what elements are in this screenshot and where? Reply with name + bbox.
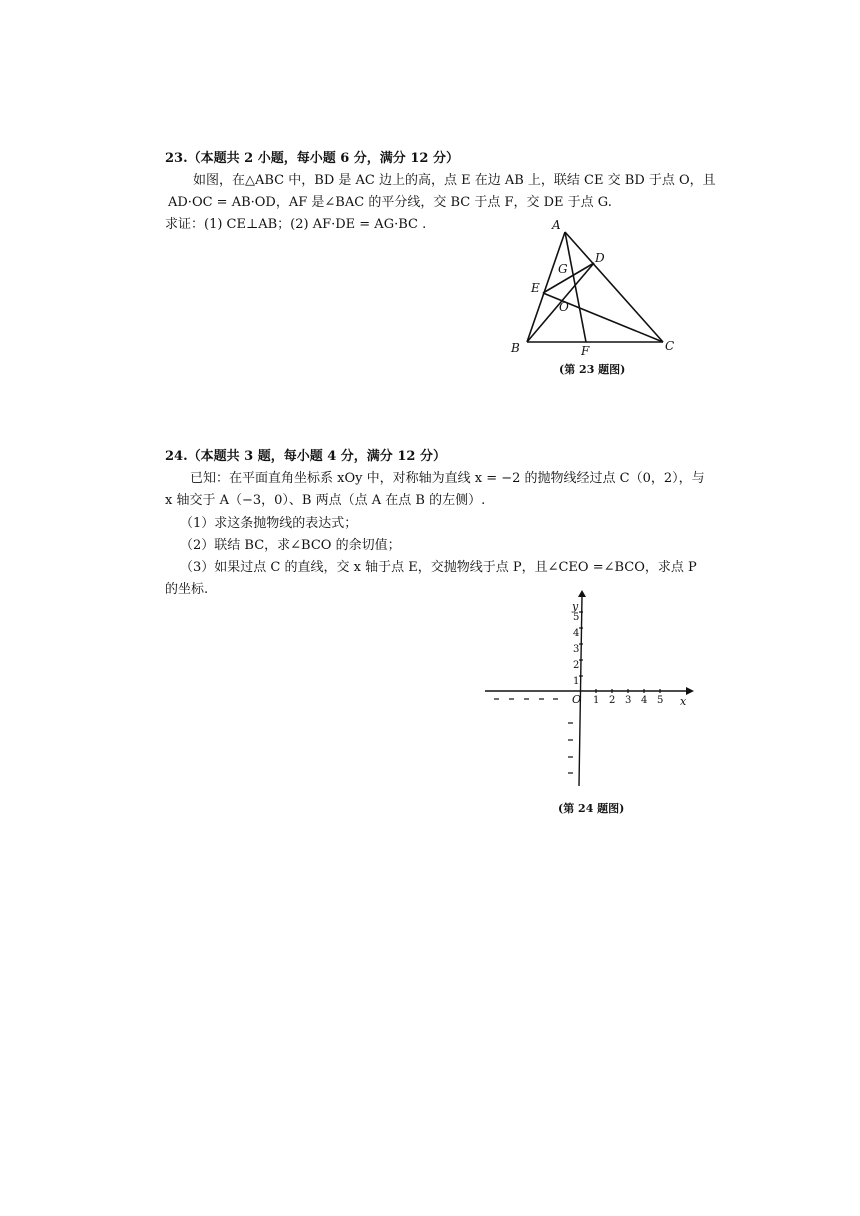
x-tick-label: 4 [641,695,648,706]
segment-af [565,232,586,342]
y-axis-label: y [572,600,579,613]
q24-part3-line2: 的坐标. [165,582,209,597]
x-tick-label: 2 [609,695,616,706]
x-tick-label: 1 [593,695,600,706]
origin-label: O [572,693,582,706]
q23-figure-caption: (第 23 题图) [559,363,626,376]
label-f: F [581,344,590,358]
x-axis-label: x [680,695,687,708]
label-d: D [595,251,605,265]
y-tick-label: 4 [573,628,580,639]
label-g: G [558,262,568,276]
q24-text-line1: 已知：在平面直角坐标系 xOy 中，对称轴为直线 x = −2 的抛物线经过点 C（0，2），与 [190,471,705,486]
q24-part1: （1）求这条抛物线的表达式； [180,516,358,531]
label-e: E [531,281,540,295]
label-c: C [665,339,675,353]
q23-text-line2: AD·OC = AB·OD，AF 是∠BAC 的平分线，交 BC 于点 F，交 DE 于点 G. [168,195,612,210]
q24-part3-line1: （3）如果过点 C 的直线，交 x 轴于点 E，交抛物线于点 P，且∠CEO =∠BCO，求点 P [180,560,697,575]
segment-de [543,263,594,293]
y-axis-arrow [578,590,586,597]
x-tick-label: 5 [657,695,664,706]
y-tick-label: 1 [573,676,580,687]
q24-coordinate-figure [480,590,700,790]
q23-heading: 23.（本题共 2 小题，每小题 6 分，满分 12 分） [165,151,459,166]
q24-heading: 24.（本题共 3 题，每小题 4 分，满分 12 分） [165,449,446,464]
label-o: O [559,300,569,314]
x-axis-arrow [686,687,694,695]
x-tick-label: 3 [625,695,632,706]
label-b: B [511,341,520,355]
y-tick-label: 2 [573,660,580,671]
q24-part2: （2）联结 BC，求∠BCO 的余切值； [180,538,401,553]
q24-text-line2: x 轴交于 A（−3，0）、B 两点（点 A 在点 B 的左侧）. [165,493,486,508]
q24-figure-caption: (第 24 题图) [558,802,625,815]
y-tick-label: 3 [573,644,580,655]
q23-text-line1: 如图，在△ABC 中，BD 是 AC 边上的高，点 E 在边 AB 上，联结 CE 交 BD 于点 O，且 [193,173,716,188]
q23-triangle-figure [500,215,700,365]
segment-ac [565,232,663,342]
y-tick-label: 5 [573,612,580,623]
label-a: A [552,218,561,232]
q23-text-line3: 求证：(1) CE⊥AB；(2) AF·DE = AG·BC . [165,217,427,232]
